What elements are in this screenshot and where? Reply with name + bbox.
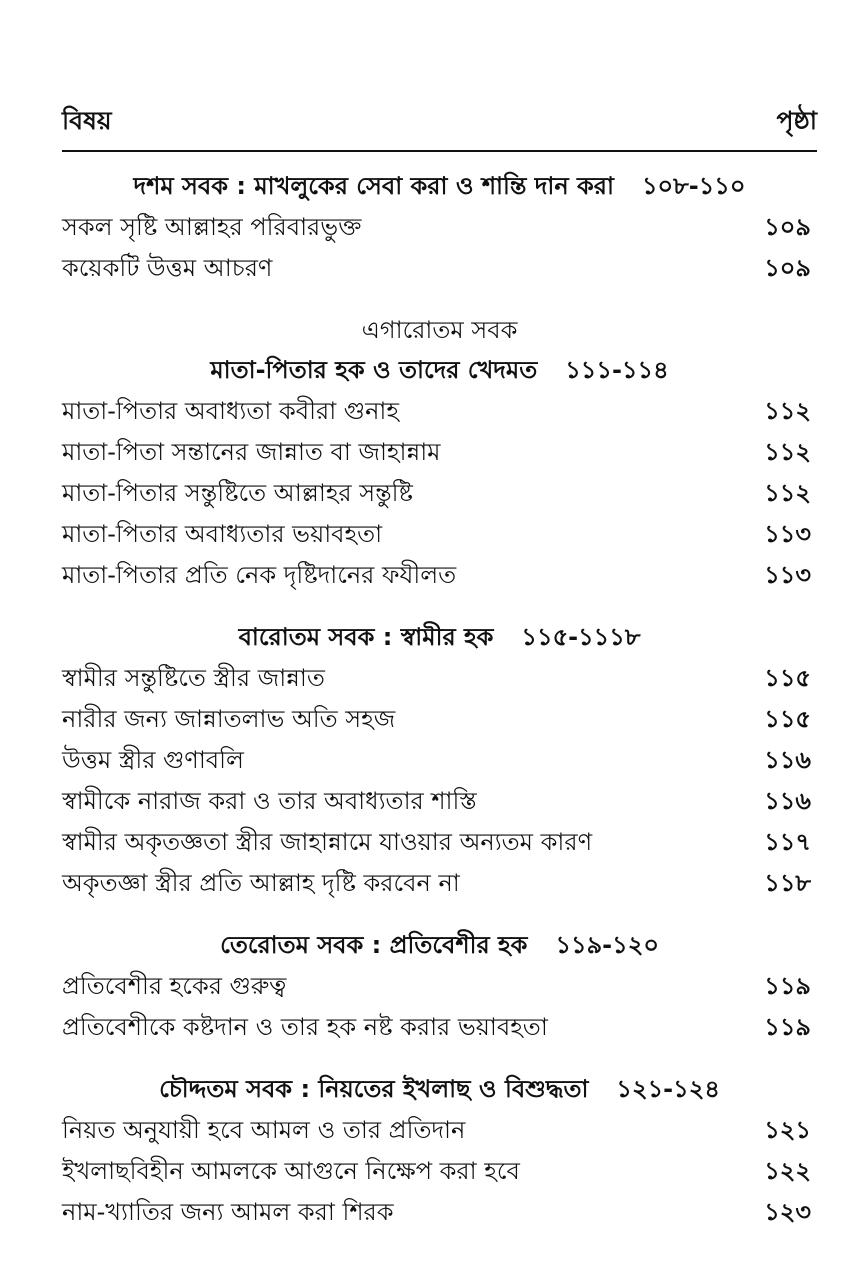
entry-title: স্বামীর অকৃতজ্ঞতা স্ত্রীর জাহান্নামে যাওয়ার অন্যতম কারণ [62,827,593,856]
toc-entry [62,965,817,1006]
lesson-subtitle: এগারোতম সবক [361,316,518,344]
entry-page: ১১৯ [764,971,811,1000]
entry-page: ১১২ [764,478,811,507]
lesson-section [62,925,817,1047]
entry-page: ১১৫ [764,663,811,692]
toc-entry [62,698,817,739]
entry-page: ১১৫ [764,704,811,733]
toc-entry [62,1109,817,1150]
entry-page: ১১২ [764,396,811,425]
entry-page: ১১৩ [764,560,811,589]
entry-title: সকল সৃষ্টি আল্লাহর পরিবারভুক্ত [62,212,362,241]
entry-page: ১১৬ [764,786,811,815]
toc-entry [62,1150,817,1191]
entry-page: ১০৯ [764,212,811,241]
lesson-page-range: ১১৯-১২০ [555,931,659,959]
entry-page: ১১২ [764,437,811,466]
entry-title: মাতা-পিতার অবাধ্যতা কবীরা গুনাহ [62,396,399,425]
subject-column-heading: বিষয় [62,106,112,135]
toc-entry [62,862,817,903]
toc-entry [62,472,817,513]
toc-entry [62,657,817,698]
lesson-section [62,617,817,903]
toc-entry [62,431,817,472]
entry-page: ১১৮ [764,868,811,897]
toc-entry [62,821,817,862]
entry-title: স্বামীর সন্তুষ্টিতে স্ত্রীর জান্নাত [62,663,325,692]
entry-page: ১২১ [764,1115,811,1144]
toc-entry [62,513,817,554]
toc-entry [62,390,817,431]
lesson-title: তেরোতম সবক : প্রতিবেশীর হক ১১৯-১২০ [220,931,659,959]
lesson-section [62,310,817,595]
toc-entry [62,780,817,821]
toc-header [62,108,817,152]
lesson-title: দশম সবক : মাখলুকের সেবা করা ও শান্তি দান করা ১০৮-১১০ [133,172,746,200]
entry-title: কয়েকটি উত্তম আচরণ [62,253,273,282]
toc-entry [62,206,817,247]
entry-page: ১১৭ [764,827,811,856]
entry-page: ১১৬ [764,745,811,774]
toc-entry [62,1006,817,1047]
toc-entry [62,554,817,595]
entry-title: মাতা-পিতার অবাধ্যতার ভয়াবহতা [62,519,383,548]
lesson-title: চৌদ্দতম সবক : নিয়তের ইখলাছ ও বিশুদ্ধতা ১২১-১২৪ [159,1075,720,1103]
toc-entry [62,739,817,780]
entry-page: ১১৩ [764,519,811,548]
entry-title: প্রতিবেশীকে কষ্টদান ও তার হক নষ্ট করার ভয়াবহতা [62,1012,548,1041]
lesson-page-range: ১১১-১১৪ [565,356,669,384]
table-of-contents [62,108,817,1232]
lesson-page-range: ১১৫-১১১৮ [521,623,641,651]
entry-title: নাম-খ্যাতির জন্য আমল করা শিরক [62,1197,394,1226]
entry-title: মাতা-পিতার সন্তুষ্টিতে আল্লাহর সন্তুষ্টি [62,478,413,507]
entry-title: স্বামীকে নারাজ করা ও তার অবাধ্যতার শাস্তি [62,786,477,815]
entry-title: মাতা-পিতার প্রতি নেক দৃষ্টিদানের ফযীলত [62,560,457,589]
entry-title: ইখলাছবিহীন আমলকে আগুনে নিক্ষেপ করা হবে [62,1156,520,1185]
entry-page: ১১৯ [764,1012,811,1041]
entry-title: উত্তম স্ত্রীর গুণাবলি [62,745,244,774]
toc-entry [62,247,817,288]
entry-page: ১০৯ [764,253,811,282]
entry-title: মাতা-পিতা সন্তানের জান্নাত বা জাহান্নাম [62,437,441,466]
entry-title: নারীর জন্য জান্নাতলাভ অতি সহজ [62,704,396,733]
lesson-title: বারোতম সবক : স্বামীর হক ১১৫-১১১৮ [238,623,641,651]
page-column-heading: পৃষ্ঠা [776,106,817,135]
lesson-page-range: ১০৮-১১০ [641,172,746,200]
lesson-title: মাতা-পিতার হক ও তাদের খেদমত ১১১-১১৪ [210,356,669,384]
toc-entry [62,1191,817,1232]
entry-title: অকৃতজ্ঞা স্ত্রীর প্রতি আল্লাহ দৃষ্টি করবেন না [62,868,460,897]
lesson-section [62,166,817,288]
lesson-page-range: ১২১-১২৪ [616,1075,720,1103]
entry-title: নিয়ত অনুযায়ী হবে আমল ও তার প্রতিদান [62,1115,466,1144]
entry-page: ১২৩ [764,1197,811,1226]
entry-title: প্রতিবেশীর হকের গুরুত্ব [62,971,287,1000]
entry-page: ১২২ [764,1156,811,1185]
lesson-section [62,1069,817,1232]
